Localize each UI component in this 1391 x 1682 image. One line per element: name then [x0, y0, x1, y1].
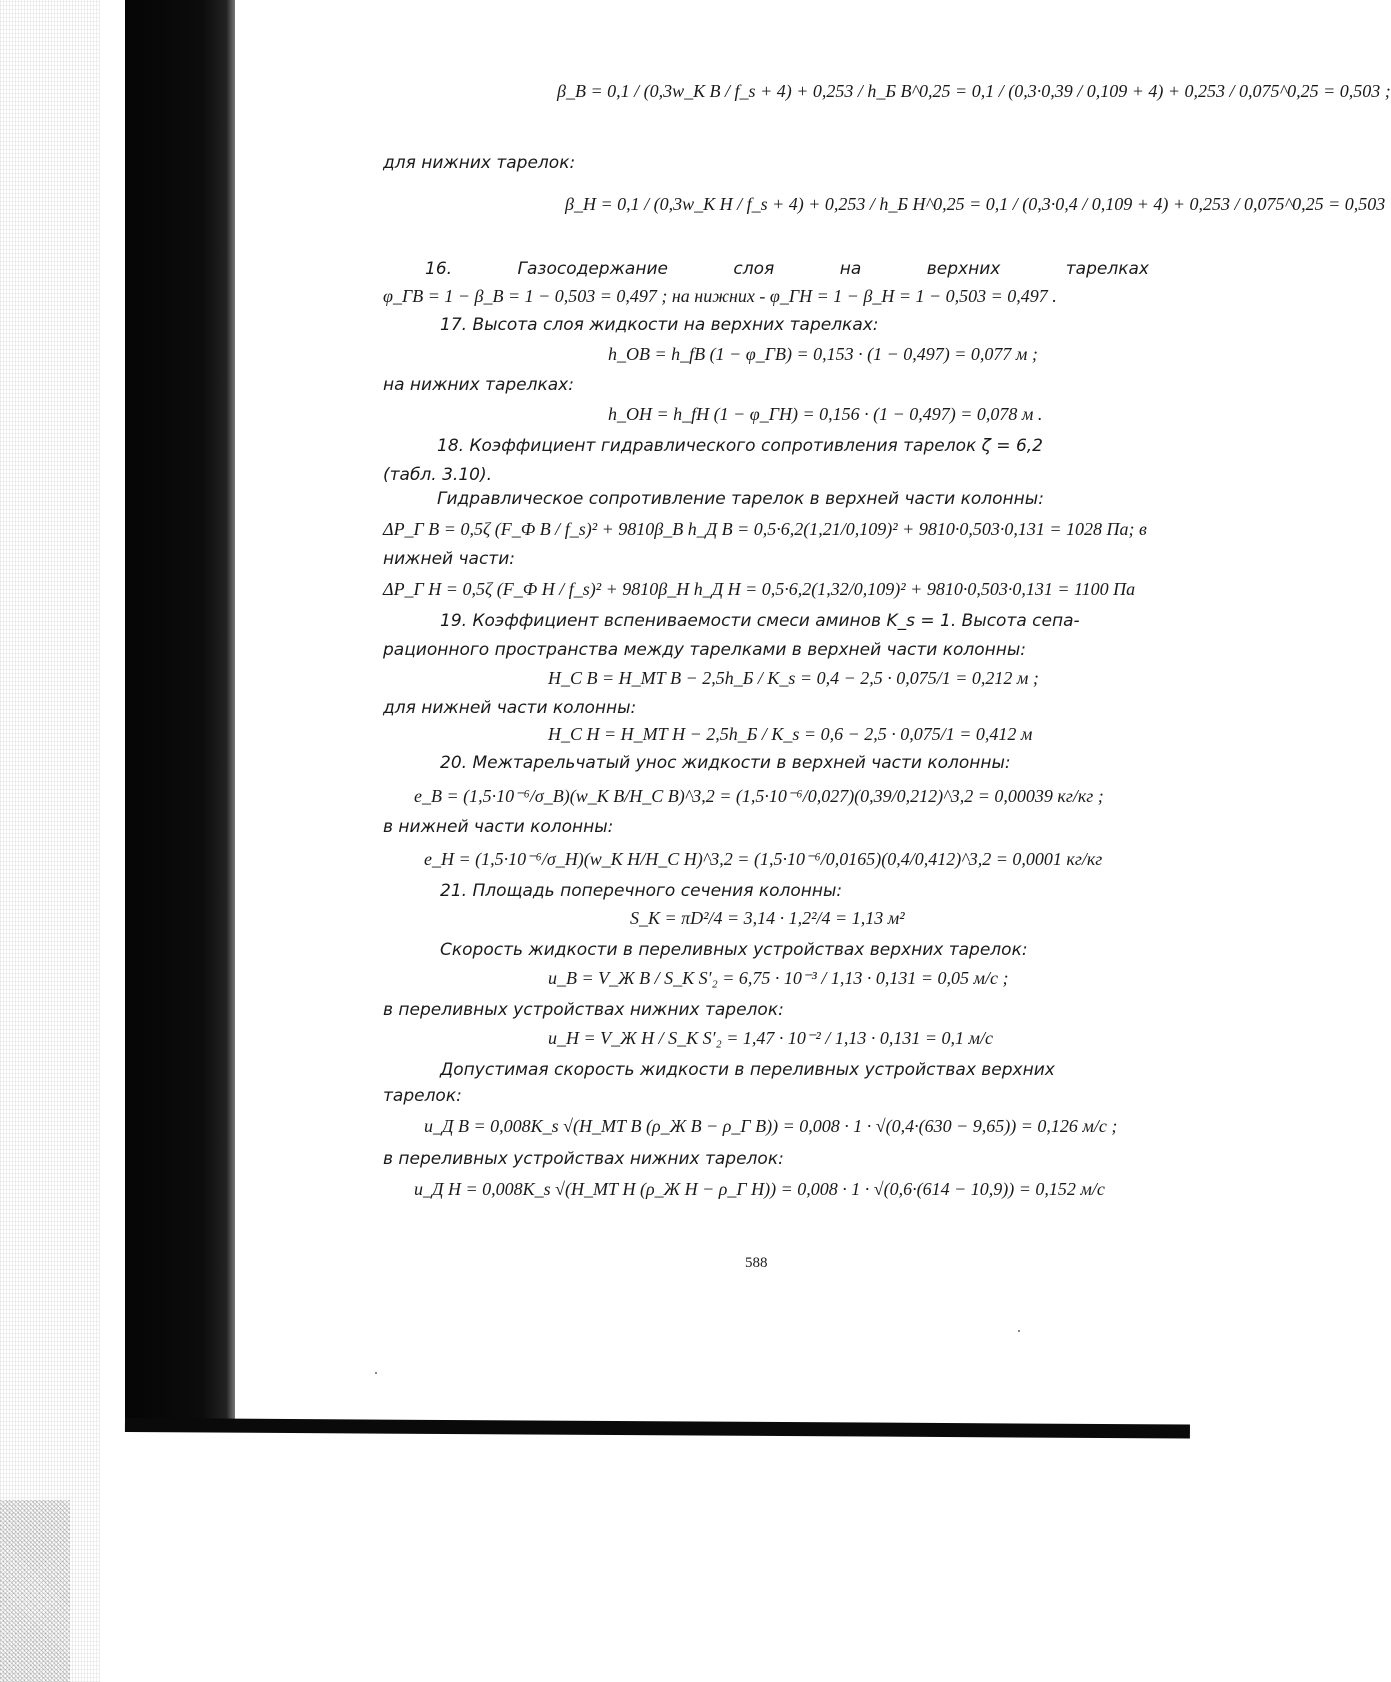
formula-entrainment-bottom: e_Н = (1,5·10⁻⁶/σ_Н)(w_К Н/H_С Н)^3,2 = (1,5·10⁻⁶/0,0165)(0,4/0,412)^3,2 = 0,0001 кг/кг: [424, 849, 1103, 869]
formula-cross-section: S_К = πD²/4 = 3,14 · 1,2²/4 = 1,13 м²: [630, 908, 905, 928]
item18-line1: 18. Коэффициент гидравлического сопротивления тарелок ζ = 6,2: [437, 436, 1043, 456]
page-number: 588: [745, 1255, 768, 1271]
item16-word: слоя: [733, 259, 775, 279]
formula-beta-bottom: β_Н = 0,1 / (0,3w_К Н / f_s + 4) + 0,253 / h_Б Н^0,25 = 0,1 / (0,3·0,4 / 0,109 + 4) + 0,253 / 0,075^0,25 = 0,503: [565, 194, 1386, 214]
formula-beta-top: β_В = 0,1 / (0,3w_К В / f_s + 4) + 0,253 / h_Б В^0,25 = 0,1 / (0,3·0,39 / 0,109 + 4) + 0,253 / 0,075^0,25 = 0,503 ;: [557, 81, 1391, 101]
item16-word: верхних: [926, 259, 1001, 279]
formula-layer-height-bottom: h_ОН = h_fН (1 − φ_ГН) = 0,156 · (1 − 0,497) = 0,078 м .: [608, 404, 1043, 424]
hydraulic-label-lower: нижней части:: [383, 549, 515, 569]
item17-label-lower: на нижних тарелках:: [383, 375, 574, 395]
scan-dust: [375, 1372, 377, 1374]
formula-speed-top: u_В = V_Ж В / S_К S′₂ = 6,75 · 10⁻³ / 1,13 · 0,131 = 0,05 м/с ;: [548, 968, 1009, 988]
formula-layer-height-top: h_ОВ = h_fВ (1 − φ_ГВ) = 0,153 · (1 − 0,497) = 0,077 м ;: [608, 344, 1038, 364]
formula-hydraulic-top: ΔP_Г В = 0,5ζ (F_Ф В / f_s)² + 9810β_В h_Д В = 0,5·6,2(1,21/0,109)² + 9810·0,503·0,131 = 1028 Па; в: [383, 519, 1147, 539]
item20-title: 20. Межтарельчатый унос жидкости в верхней части колонны:: [440, 753, 1011, 773]
item19-line1: 19. Коэффициент вспениваемости смеси аминов K_s = 1. Высота сепа-: [440, 611, 1080, 631]
speed-bottom-label: в переливных устройствах нижних тарелок:: [383, 1000, 784, 1020]
label-lower-plates: для нижних тарелок:: [383, 153, 576, 173]
item21-title: 21. Площадь поперечного сечения колонны:: [440, 881, 843, 901]
allowed-speed-line1: Допустимая скорость жидкости в переливных устройствах верхних: [440, 1060, 1055, 1080]
allowed-speed-label-lower: в переливных устройствах нижних тарелок:: [383, 1149, 784, 1169]
item16-word: 16.: [425, 259, 453, 279]
formula-entrainment-top: e_В = (1,5·10⁻⁶/σ_В)(w_К В/H_С В)^3,2 = (1,5·10⁻⁶/0,027)(0,39/0,212)^3,2 = 0,00039 кг/кг ;: [414, 786, 1104, 806]
formula-speed-bottom: u_Н = V_Ж Н / S_К S′₂ = 1,47 · 10⁻² / 1,13 · 0,131 = 0,1 м/с: [548, 1028, 993, 1048]
scan-dust: [1018, 1330, 1020, 1332]
item16-word: на: [839, 259, 862, 279]
item16-word: Газосодержание: [517, 259, 668, 279]
item18-line2: (табл. 3.10).: [383, 465, 492, 485]
formula-gas-content: φ_ГВ = 1 − β_В = 1 − 0,503 = 0,497 ; на нижних - φ_ГН = 1 − β_Н = 1 − 0,503 = 0,497 .: [383, 286, 1057, 306]
formula-separation-top: H_С В = H_МТ В − 2,5h_Б / K_s = 0,4 − 2,5 · 0,075/1 = 0,212 м ;: [548, 668, 1039, 688]
hydraulic-title: Гидравлическое сопротивление тарелок в верхней части колонны:: [437, 489, 1044, 509]
formula-allowed-speed-bottom: u_Д Н = 0,008K_s √(H_МТ Н (ρ_Ж Н − ρ_Г Н)) = 0,008 · 1 · √(0,6·(614 − 10,9)) = 0,152 м/с: [414, 1179, 1105, 1199]
item19-label-lower: для нижней части колонны:: [383, 698, 637, 718]
item17-title: 17. Высота слоя жидкости на верхних тарелках:: [440, 315, 879, 335]
speed-top-title: Скорость жидкости в переливных устройствах верхних тарелок:: [440, 940, 1028, 960]
formula-allowed-speed-top: u_Д В = 0,008K_s √(H_МТ В (ρ_Ж В − ρ_Г В)) = 0,008 · 1 · √(0,4·(630 − 9,65)) = 0,126 м/с ;: [424, 1116, 1118, 1136]
formula-hydraulic-bottom: ΔP_Г Н = 0,5ζ (F_Ф Н / f_s)² + 9810β_Н h_Д Н = 0,5·6,2(1,32/0,109)² + 9810·0,503·0,131 = 1100 Па: [383, 579, 1136, 599]
item19-line2: рационного пространства между тарелками в верхней части колонны:: [383, 640, 1027, 660]
allowed-speed-line2: тарелок:: [383, 1086, 462, 1106]
item16-line1: [425, 258, 1149, 280]
item20-label-lower: в нижней части колонны:: [383, 817, 614, 837]
item16-word: тарелках: [1065, 259, 1149, 279]
formula-separation-bottom: H_С Н = H_МТ Н − 2,5h_Б / K_s = 0,6 − 2,5 · 0,075/1 = 0,412 м: [548, 724, 1033, 744]
